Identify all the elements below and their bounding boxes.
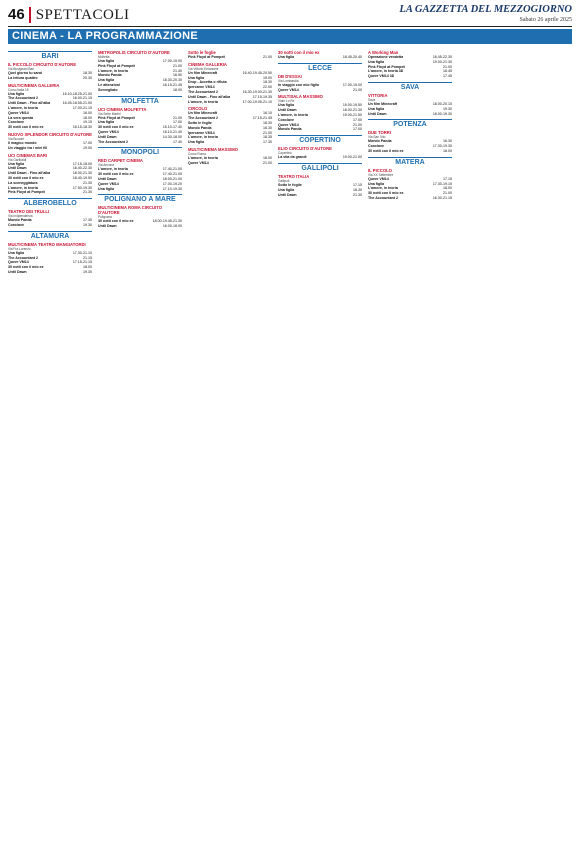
showtimes: 17.15-21.15 xyxy=(72,260,92,265)
showtimes: 18.00-19.30 xyxy=(432,111,452,116)
cinema-name: UCI CINEMAS BARI xyxy=(8,152,48,158)
cinema-name: MULTICINEMA MASSIMO xyxy=(188,146,239,152)
film-title: Queer VM14 xyxy=(8,260,29,265)
showtimes: 17.00-19.00 xyxy=(342,82,362,87)
showtimes: 22.00 xyxy=(263,85,272,90)
showtimes: 17.00 xyxy=(83,140,92,145)
film-title: Until Dawn xyxy=(278,108,297,113)
city-heading: POLIGNANO A MARE xyxy=(98,194,182,203)
film-title: Una figlia xyxy=(8,250,25,255)
film-title: Operazione vendetta xyxy=(368,55,404,59)
cinema-name: CIRCOLO xyxy=(188,106,208,112)
issue-date: Sabato 26 aprile 2025 xyxy=(519,17,572,23)
film-title: Until Dawn - Fino all'alba xyxy=(8,101,51,106)
film-title: La vita da grandi xyxy=(278,155,307,160)
showtimes: 21.00 xyxy=(173,115,182,120)
cinema-address: Sava xyxy=(368,97,376,102)
cinema-address: Viale Lo Re xyxy=(278,99,295,104)
film-title: Mondo Panda xyxy=(188,125,212,130)
city-heading: LECCE xyxy=(278,63,362,72)
film-title: 30 notti con il mio ex xyxy=(8,125,44,130)
showtimes: 16.10 xyxy=(263,111,272,116)
film-title: 30 notti con il mio ex xyxy=(98,125,134,130)
listing-columns xyxy=(8,48,572,275)
showtimes: 19.15 xyxy=(83,120,92,125)
film-title: Una figlia xyxy=(98,186,115,191)
showtimes: 16.10-18.25-21.00 xyxy=(62,91,92,96)
showtimes: 17.40 xyxy=(173,139,182,144)
showtimes: 21.30 xyxy=(83,180,92,185)
film-title: Il magico mondo xyxy=(8,140,37,145)
cinema-address: Via Busignani Bari xyxy=(8,67,34,71)
showtime-row xyxy=(98,187,182,192)
showtimes: 16.00-21.15 xyxy=(72,96,92,101)
showtime-row xyxy=(188,140,272,145)
showtime-row xyxy=(98,224,182,229)
showtimes: 17.30-19.15 xyxy=(432,181,452,186)
showtimes: 19.30 xyxy=(83,269,92,274)
showtimes: 21.30 xyxy=(353,192,362,197)
film-title: Until Dawn xyxy=(98,134,117,139)
showtimes: 18.35 xyxy=(263,135,272,140)
film-title: Una figlia xyxy=(98,59,115,63)
cinema-name: VITTORIA xyxy=(368,92,388,98)
film-title: Pink Floyd at Pompeii xyxy=(188,55,226,59)
cinema-address: Via Lombardia xyxy=(278,78,299,83)
film-title: Una figlia xyxy=(188,75,205,80)
film-title: Conclave xyxy=(8,222,24,227)
city-heading: MOLFETTA xyxy=(98,96,182,105)
city-heading: GALLIPOLI xyxy=(278,163,362,172)
cinema-address: Via Vittorio Emanuele xyxy=(188,66,219,71)
showtimes: 20.30 xyxy=(83,75,92,80)
film-title: Una figlia xyxy=(98,78,115,83)
showtime-row xyxy=(8,223,92,228)
film-title: L'amore, in teoria xyxy=(8,105,38,110)
film-title: L'amore, in teoria 3D xyxy=(368,69,404,74)
film-title: The Accountant 2 xyxy=(368,195,399,200)
film-title: The Accountant 2 xyxy=(8,96,39,101)
film-title: Mondo Panda xyxy=(278,127,302,132)
city-heading: COPERTINO xyxy=(278,135,362,144)
cinema-address: Via San Vito xyxy=(368,135,386,140)
showtime-row xyxy=(368,149,452,154)
showtimes: 18.40-19.50 xyxy=(72,175,92,180)
listing-column xyxy=(8,48,92,275)
showtime-row xyxy=(368,196,452,201)
film-title: Mondo Panda xyxy=(98,73,122,78)
showtimes: 16.15-18.30 xyxy=(72,125,92,130)
cinema-address: Via Sette Martiri xyxy=(98,111,121,116)
cinema-address: Corso Italia 15 xyxy=(8,87,29,92)
showtime-row xyxy=(8,125,92,130)
showtime-row xyxy=(8,146,92,151)
showtimes: 17.30 xyxy=(263,140,272,145)
masthead xyxy=(399,4,572,26)
showtimes: 19.00 xyxy=(83,145,92,150)
showtimes: 17.30-19.30 xyxy=(432,144,452,149)
listing-column xyxy=(98,48,182,275)
showtimes: 21.15 xyxy=(83,255,92,260)
showtimes: 16.30-21.15 xyxy=(432,195,452,200)
film-title: Until Dawn xyxy=(8,166,27,171)
film-title: 30 notti con il mio ex xyxy=(368,148,404,153)
showtime-row xyxy=(278,55,362,60)
film-title: 30 notti con il mio ex xyxy=(368,191,404,196)
masthead-title: LA GAZZETTA DEL MEZZOGIORNO xyxy=(399,4,572,15)
film-title: Pink Floyd at Pompeii xyxy=(98,63,136,68)
film-title: Conclave xyxy=(278,117,294,122)
film-title: Pink Floyd at Pompeii xyxy=(368,64,406,69)
showtimes: 17.00-19.00 xyxy=(162,59,182,63)
city-heading: BARI xyxy=(8,51,92,60)
film-title: Una figlia xyxy=(98,120,115,125)
film-title: The Accountant 2 xyxy=(98,139,129,144)
film-title: 30 notti con il mio ex xyxy=(8,175,44,180)
film-title: Mondo Panda xyxy=(368,139,392,144)
film-title: Queer VM14 xyxy=(278,87,299,92)
cinema-name: TEATRO DEI TRULLI xyxy=(8,209,50,215)
film-title: Queer VM14 xyxy=(278,122,299,127)
cinema-address: Copertino xyxy=(278,151,292,156)
cinema-address: Molfetta xyxy=(98,55,110,59)
cinema-address: Via Ancona xyxy=(98,163,115,168)
showtimes: 18.00 xyxy=(443,148,452,153)
showtimes: 17.30 xyxy=(83,218,92,223)
film-title: Sotto le foglie xyxy=(278,182,302,187)
film-title: Drop - Accetta o rifiuta xyxy=(188,80,227,85)
showtimes: 17.40-21.00 xyxy=(162,167,182,172)
listing-column xyxy=(368,48,452,275)
film-title: La lettura quattro xyxy=(8,75,38,80)
showtime-row xyxy=(8,190,92,195)
showtimes: 19.30 xyxy=(83,222,92,227)
cinema-name: MULTISALA MASSIMO xyxy=(278,94,323,100)
film-title: Queer VM14 xyxy=(8,110,29,115)
cinema-name: METROPOLIS CIRCUITO D'AUTORE xyxy=(98,50,170,55)
film-title: Ipercarne VM14 xyxy=(188,85,215,90)
film-title: Un film Minecraft xyxy=(188,111,218,116)
showtimes: 16.30 xyxy=(443,139,452,144)
cinema-address: Via Buccari xyxy=(8,136,25,141)
showtimes: 18.00 xyxy=(443,186,452,191)
film-title: Until Dawn xyxy=(278,192,297,197)
film-title: Queer VM14 xyxy=(188,160,209,165)
showtimes: 16.50 xyxy=(173,73,182,78)
film-title: L'amore, in teoria xyxy=(188,135,218,140)
city-heading: ALTAMURA xyxy=(8,231,92,240)
showtimes: 21.00 xyxy=(353,122,362,127)
film-title: Queer VM14 xyxy=(98,129,119,134)
showtime-row xyxy=(188,161,272,166)
cinema-address: Via XX Settembre xyxy=(368,172,394,177)
film-title: Una figlia xyxy=(368,181,385,186)
showtime-row xyxy=(8,76,92,81)
film-title: Queer VM14 xyxy=(368,176,389,181)
showtimes: 17.10-19.30 xyxy=(162,186,182,191)
showtimes: 16.00 xyxy=(83,110,92,115)
cinema-name: 30 notti con il mio ex xyxy=(278,50,320,55)
showtimes: 18.30-20.30 xyxy=(162,78,182,83)
showtimes: 18.00-20.15 xyxy=(432,101,452,106)
showtimes: 17.15-18.00 xyxy=(72,161,92,166)
showtimes: 16.10-21.40 xyxy=(162,129,182,134)
showtimes: 21.00 xyxy=(263,130,272,135)
film-title: La vera questa xyxy=(8,115,34,120)
showtimes: 21.00 xyxy=(263,55,272,59)
showtimes: 21.00 xyxy=(353,87,362,92)
showtimes: 19.00-19.50 xyxy=(342,103,362,108)
city-heading: POTENZA xyxy=(368,119,452,128)
page-number: 46 xyxy=(8,7,31,23)
film-title: L'amore, in teoria xyxy=(368,186,398,191)
cinema-name: IL PICCOLO xyxy=(368,167,392,173)
showtimes: 18.00 xyxy=(83,115,92,120)
film-title: Una figlia xyxy=(8,91,25,96)
city-heading: ALBEROBELLO xyxy=(8,198,92,207)
section-title: SPETTACOLI xyxy=(35,6,130,23)
showtimes: 19.00-21.30 xyxy=(432,59,452,64)
showtime-row xyxy=(278,193,362,198)
film-title: 30 notti con il mio ex xyxy=(98,172,134,177)
cinema-address: Gallipoli xyxy=(278,178,290,183)
showtimes: 18.00 xyxy=(83,265,92,270)
cinema-name: RED CARPET CINEMA xyxy=(98,158,143,164)
cinema-name: NUOVO SPLENDOR CIRCUITO D'AUTORE xyxy=(8,131,92,137)
film-title: L'amore, in teoria xyxy=(8,185,38,190)
film-title: Un film Minecraft xyxy=(368,101,398,106)
showtimes: 19.30 xyxy=(443,106,452,111)
showtimes: 16.30 xyxy=(263,125,272,130)
showtimes: 16.40-22.30 xyxy=(72,166,92,171)
showtimes: 16.45 xyxy=(443,69,452,74)
film-title: Una figlia xyxy=(278,103,295,108)
showtimes: 21.40 xyxy=(173,68,182,73)
film-title: 30 notti con il mio ex xyxy=(8,265,44,270)
page-header xyxy=(8,4,572,27)
film-title: Until Dawn - Fino all'alba xyxy=(188,94,231,99)
film-title: Until Dawn - Fino all'alba xyxy=(8,171,51,176)
showtime-row xyxy=(368,112,452,117)
film-title: Sotto le foglie xyxy=(188,120,212,125)
cinema-name: TEATRO ITALIA xyxy=(278,173,310,179)
cinema-name: DUE TORRI xyxy=(368,130,391,136)
film-title: Ipercarne VM14 xyxy=(188,130,215,135)
film-title: Mondo Panda xyxy=(8,218,32,223)
film-title: The Accountant 2 xyxy=(188,89,219,94)
film-title: L'amore, in teoria xyxy=(278,112,308,117)
showtimes: 19.00 xyxy=(263,75,272,80)
film-title: Until Dawn xyxy=(368,111,387,116)
film-title: Conclave xyxy=(8,120,24,125)
listing-column xyxy=(188,48,272,275)
showtimes: 21.00 xyxy=(443,64,452,69)
showtimes: 17.50-19.30 xyxy=(72,185,92,190)
showtimes: 17.30-21.10 xyxy=(72,250,92,255)
showtimes: 18.00-21.30 xyxy=(72,171,92,176)
showtimes: 16.15-21.45 xyxy=(162,82,182,87)
showtime-row xyxy=(278,155,362,160)
film-title: Conclave xyxy=(368,144,384,149)
showtimes: 18.00-21.30 xyxy=(342,108,362,113)
showtime-row xyxy=(8,270,92,275)
film-title: Quel giorno tu sarai xyxy=(8,71,42,75)
showtimes: 16.30-19.00-21.30 xyxy=(242,89,272,94)
showtimes: 21.00 xyxy=(263,160,272,165)
showtimes: 16.45-22.30 xyxy=(432,55,452,59)
showtimes: 16.00-18.00 xyxy=(162,224,182,229)
showtime-row xyxy=(98,88,182,93)
cinema-name: IL PICCOLO CIRCUITO D'AUTORE xyxy=(8,62,76,67)
film-title: Una figlia xyxy=(368,106,385,111)
listing-column xyxy=(278,48,362,275)
city-heading: SAVA xyxy=(368,82,452,91)
showtime-row xyxy=(278,127,362,132)
film-title: In viaggio con mio figlio xyxy=(278,82,320,87)
film-title: Pink Floyd at Pompeii xyxy=(8,190,46,195)
film-title: La sceneggiatura xyxy=(8,180,38,185)
film-title: Until Dawn xyxy=(98,224,117,229)
showtimes: 17.00 xyxy=(173,120,182,125)
cinema-name: CINEMA GALLERIA xyxy=(188,61,227,67)
showtimes: 15.10-17.40 xyxy=(162,125,182,130)
showtime-row xyxy=(188,55,272,60)
showtimes: 21.00 xyxy=(173,63,182,68)
showtimes: 17.15 xyxy=(353,182,362,187)
cinema-name: UCI CINEMA MOLFETTA xyxy=(98,106,147,112)
cinema-name: Sotto le foglie xyxy=(188,50,216,55)
film-title: The Accountant 2 xyxy=(188,116,219,121)
showtimes: 16.45-18.55-21.00 xyxy=(62,101,92,106)
showtimes: 18.00-21.00 xyxy=(162,176,182,181)
film-title: Le attenzioni xyxy=(98,82,120,87)
showtimes: 17.00-19.20 xyxy=(162,181,182,186)
showtimes: 17.15-19.35 xyxy=(252,94,272,99)
showtimes: 16.40-19.45-20.50 xyxy=(242,70,272,75)
cinema-address: Via Fra Lorenzo xyxy=(8,246,31,251)
showtimes: 21.30 xyxy=(83,190,92,195)
showtimes: 18.45-20.40 xyxy=(342,55,362,59)
showtimes: 18.00-19.45-21.30 xyxy=(152,219,182,224)
showtimes: 18.30 xyxy=(83,71,92,75)
showtimes: 17.00-21.15 xyxy=(72,105,92,110)
film-title: L'amore, in teoria xyxy=(98,68,128,73)
film-title: Pink Floyd at Pompeii xyxy=(98,115,136,120)
cinema-address: Via Indipendenza xyxy=(8,214,33,219)
showtimes: 17.15 xyxy=(443,176,452,181)
film-title: Un viaggio tra i miei fili xyxy=(8,145,48,150)
cinema-name: MULTICINEMA TEATRO MANGIATORDI xyxy=(8,241,86,247)
film-title: Until Dawn xyxy=(98,176,117,181)
film-title: L'amore, in teoria xyxy=(98,167,128,172)
showtimes: 17.40-21.00 xyxy=(162,172,182,177)
film-title: Una figlia xyxy=(278,55,295,59)
showtimes: 14.30-18.00 xyxy=(162,134,182,139)
showtime-row xyxy=(188,100,272,105)
film-title: L'amore, in teoria xyxy=(188,99,218,104)
showtimes: 17.00 xyxy=(353,127,362,132)
showtimes: 18.00 xyxy=(263,155,272,160)
film-title: Una figlia xyxy=(8,161,25,166)
cinema-name: ELIO CIRCUITO D'AUTORE xyxy=(278,146,332,152)
cinema-name: MULTICINEMA GALLERIA xyxy=(8,82,60,88)
film-title: Una figlia xyxy=(188,140,205,145)
showtimes: 19.00-21.00 xyxy=(342,155,362,160)
cinema-address: Via Garibaldi xyxy=(8,157,27,162)
city-heading: MATERA xyxy=(368,157,452,166)
cinema-address: Corso Roma xyxy=(188,151,206,156)
listing-title: CINEMA - LA PROGRAMMAZIONE xyxy=(8,29,572,44)
film-title: Sorvegliato xyxy=(98,87,118,92)
film-title: L'amore, in teoria xyxy=(188,155,218,160)
cinema-name: A Working Man xyxy=(368,50,399,55)
cinema-name: MULTICINEMA ROMA CIRCUITO D'AUTORE xyxy=(98,205,162,216)
film-title: Queer VM14 xyxy=(98,181,119,186)
showtimes: 17.45 xyxy=(443,74,452,79)
showtimes: 17.00-19.05-21.10 xyxy=(242,99,272,104)
showtimes: 19.00-21.50 xyxy=(342,112,362,117)
film-title: Una figlia xyxy=(368,59,385,64)
film-title: Una figlia xyxy=(278,187,295,192)
cinema-address: Polignano xyxy=(98,215,113,220)
showtimes: 17.15-21.45 xyxy=(252,116,272,121)
showtimes: 18.30 xyxy=(353,187,362,192)
showtimes: 18.30 xyxy=(263,80,272,85)
film-title: Until Dawn xyxy=(8,269,27,274)
film-title: Un film Minecraft xyxy=(188,70,218,75)
film-title: 30 notti con il mio ex xyxy=(98,219,134,224)
cinema-name: DB D'ESSAI xyxy=(278,73,302,79)
film-title: The Accountant 2 xyxy=(8,255,39,260)
showtime-row xyxy=(278,88,362,93)
showtimes: 18.00 xyxy=(173,87,182,92)
film-title: Queer VM14 3D xyxy=(368,74,395,79)
city-heading: MONOPOLI xyxy=(98,147,182,156)
showtime-row xyxy=(368,74,452,79)
showtime-row xyxy=(98,140,182,145)
showtimes: 21.00 xyxy=(443,191,452,196)
showtimes: 18.30 xyxy=(263,120,272,125)
showtimes: 17.00 xyxy=(353,117,362,122)
